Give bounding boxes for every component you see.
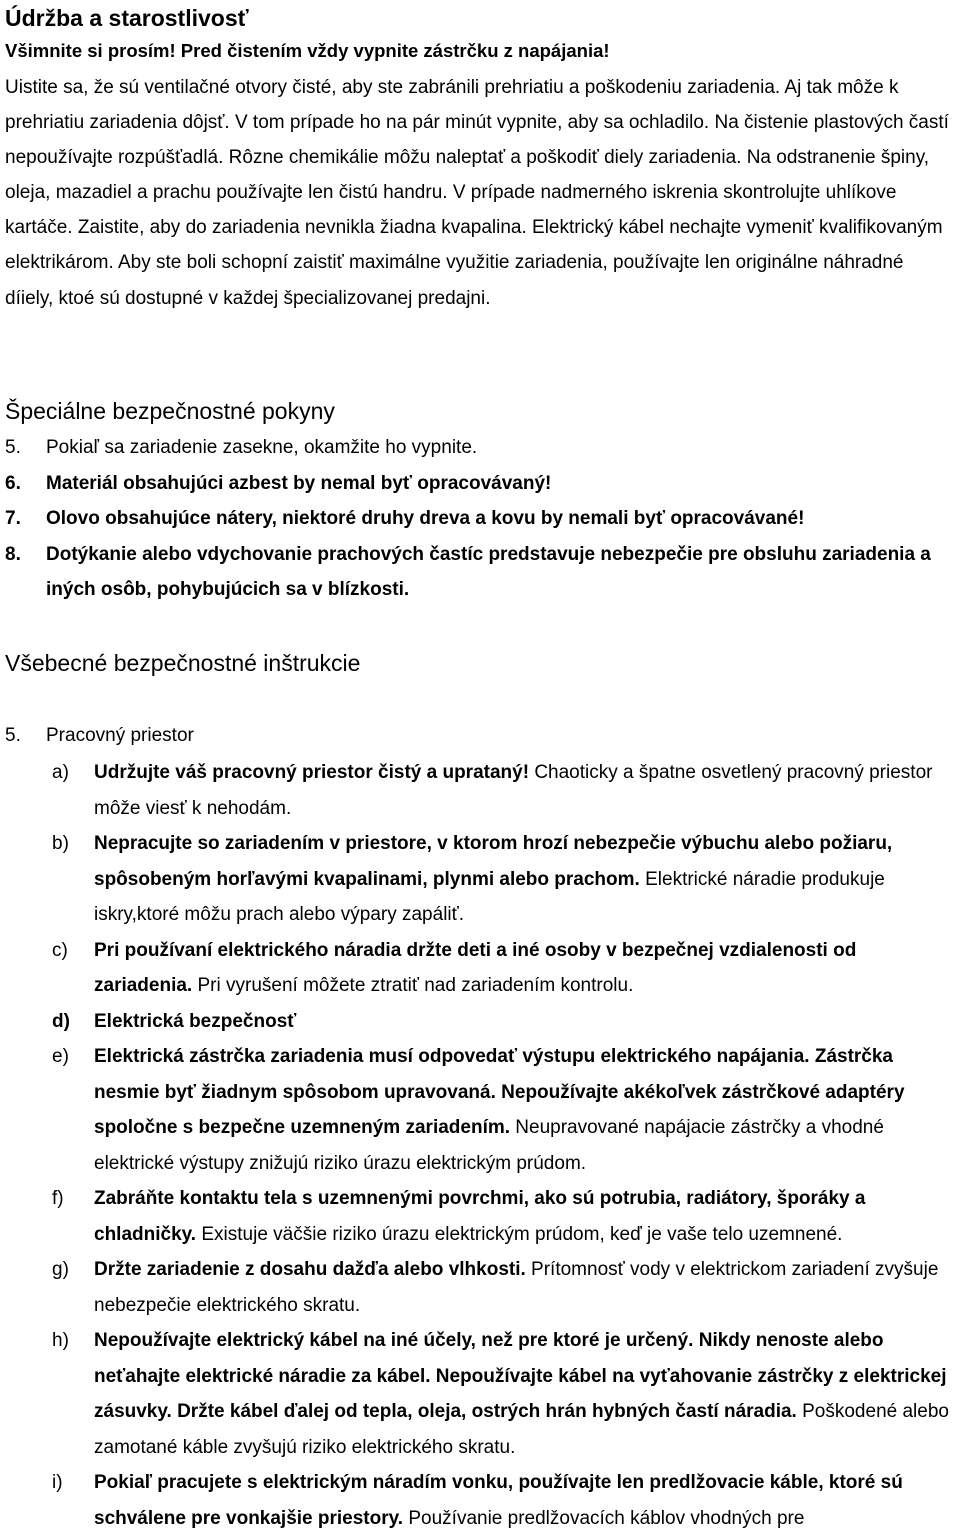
list-item — [5, 1465, 955, 1536]
item-normal-text: Chaoticky a špatne osvetlený pracovný priestor môže viesť k nehodám. — [94, 762, 933, 819]
maintenance-paragraph: Uistite sa, že sú ventilačné otvory čisté, aby ste zabránili prehriatiu a poškodeniu zariadenia. Aj tak môže k prehriatiu zariadenia dôjsť. V tom prípade ho na pár minút vypnite, aby sa ochladilo. Na čistenie plastových častí nepoužívajte rozpúšťadlá. Rôzne chemikálie môžu naleptať a poškodiť diely zariadenia. Na odstranenie špiny, oleja, mazadiel a prachu používajte len čistú handru. V prípade nadmerného iskrenia skontrolujte uhlíkove kartáče. Zaistite, aby do zariadenia nevnikla žiadna kvapalina. Elektrický kábel nechajte vymeniť kvalifikovaným elektrikárom. Aby ste boli schopní zaistiť maximálne využitie zariadenia, používajte len originálne náhradné díiely, ktoé sú dostupné v každej špecializovanej predajni. — [5, 77, 949, 309]
list-item — [5, 1323, 955, 1465]
item-normal-text: Existuje väčšie riziko úrazu elektrickým prúdom, keď je vaše telo uzemnené. — [196, 1223, 843, 1245]
item-text: Olovo obsahujúce nátery, niektoré druhy dreva a kovu by nemali byť opracovávané! — [46, 508, 805, 529]
item-number: 5. — [5, 437, 21, 458]
item-letter: c) — [52, 939, 68, 961]
item-letter: a) — [52, 762, 69, 783]
item-text: Pokiaľ sa zariadenie zasekne, okamžite ho vypnite. — [46, 437, 478, 458]
item-bold-text: Elektrická bezpečnosť — [94, 1010, 297, 1032]
maintenance-title: Údržba a starostlivosť — [5, 5, 249, 31]
item-normal-text: Prítomnosť vody v elektrickom zariadení zvyšuje nebezpečie elektrického skratu. — [94, 1259, 939, 1316]
item-number: 8. — [5, 543, 21, 565]
item-letter: h) — [52, 1330, 69, 1351]
item-letter: g) — [52, 1259, 69, 1280]
item-normal-text: Pri vyrušení môžete ztratiť nad zariadením kontrolu. — [192, 975, 634, 996]
item-text: Materiál obsahujúci azbest by nemal byť opracovávaný! — [46, 472, 552, 494]
item-text: Pracovný priestor — [46, 725, 194, 746]
item-letter: f) — [52, 1188, 64, 1209]
list-item — [5, 1004, 955, 1040]
list-item — [5, 718, 953, 754]
item-normal-text: Neupravované napájacie zástrčky a vhodné elektrické výstupy znižujú riziko úrazu elektrickým prúdom. — [94, 1117, 884, 1174]
item-normal-text: Elektrické náradie produkuje iskry,ktoré môžu prach alebo výpary zapáliť. — [94, 868, 885, 925]
item-number: 5. — [5, 725, 21, 746]
item-bold-text: Udržujte váš pracovný priestor čistý a uprataný! — [94, 762, 530, 783]
item-bold-text: Nepoužívajte elektrický kábel na iné účely, než pre ktoré je určený. Nikdy nenoste alebo neťahajte elektrické náradie za kábel. Nepoužívajte kábel na vyťahovanie zástrčky z elektrickej zásuvky. Držte kábel ďalej od tepla, oleja, ostrých hrán hybných častí náradia. — [94, 1330, 947, 1422]
workspace-heading — [5, 718, 953, 754]
list-item — [5, 1181, 955, 1252]
item-bold-text: Nepracujte so zariadením v priestore, v ktorom hrozí nebezpečie výbuchu alebo požiaru, spôsobeným horľavými kvapalinami, plynmi alebo prachom. — [94, 833, 893, 890]
item-bold-text: Elektrická zástrčka zariadenia musí odpovedať výstupu elektrického napájania. Zástrčka nesmie byť žiadnym spôsobom upravovaná. Nepoužívajte akékoľvek zástrčkové adaptéry spoločne s bezpečne uzemneným zariadením. — [94, 1046, 905, 1138]
item-number: 6. — [5, 472, 21, 494]
list-item — [5, 1039, 955, 1181]
item-letter: e) — [52, 1046, 69, 1067]
item-normal-text: Poškodené alebo zamotané káble zvyšujú riziko elektrického skratu. — [94, 1401, 949, 1458]
special-safety-list — [5, 430, 953, 608]
general-safety-title: Všebecné bezpečnostné inštrukcie — [5, 650, 361, 676]
item-bold-text: Držte zariadenie z dosahu dažďa alebo vlhkosti. — [94, 1259, 526, 1280]
item-bold-text: Pri používaní elektrického náradia držte deti a iné osoby v bezpečnej vzdialenosti od zariadenia. — [94, 939, 857, 996]
item-letter: b) — [52, 833, 69, 854]
item-bold-text: Zabráňte kontaktu tela s uzemnenými povrchmi, ako sú potrubia, radiátory, šporáky a chladničky. — [94, 1188, 866, 1245]
item-letter: i) — [52, 1472, 63, 1493]
power-off-notice: Všimnite si prosím! Pred čistením vždy vypnite zástrčku z napájania! — [5, 40, 610, 61]
item-normal-text: Používanie predlžovacích káblov vhodných pre — [403, 1507, 805, 1529]
item-text: Dotýkanie alebo vdychovanie prachových častíc predstavuje nebezpečie pre obsluhu zariadenia a iných osôb, pohybujúcich sa v blízkosti. — [46, 543, 931, 600]
list-item — [5, 537, 953, 608]
item-letter: d) — [52, 1010, 70, 1032]
item-number: 7. — [5, 508, 21, 529]
list-item — [5, 933, 955, 1004]
list-item — [5, 501, 953, 537]
list-item — [5, 466, 953, 502]
list-item — [5, 755, 955, 826]
list-item — [5, 1252, 955, 1323]
special-safety-title: Špeciálne bezpečnostné pokyny — [5, 398, 335, 424]
list-item — [5, 826, 955, 933]
item-bold-text: Pokiaľ pracujete s elektrickým náradím vonku, používajte len predlžovacie káble, ktoré sú schválene pre vonkajšie priestory. — [94, 1472, 903, 1529]
general-safety-list — [5, 755, 955, 1536]
list-item — [5, 430, 953, 466]
